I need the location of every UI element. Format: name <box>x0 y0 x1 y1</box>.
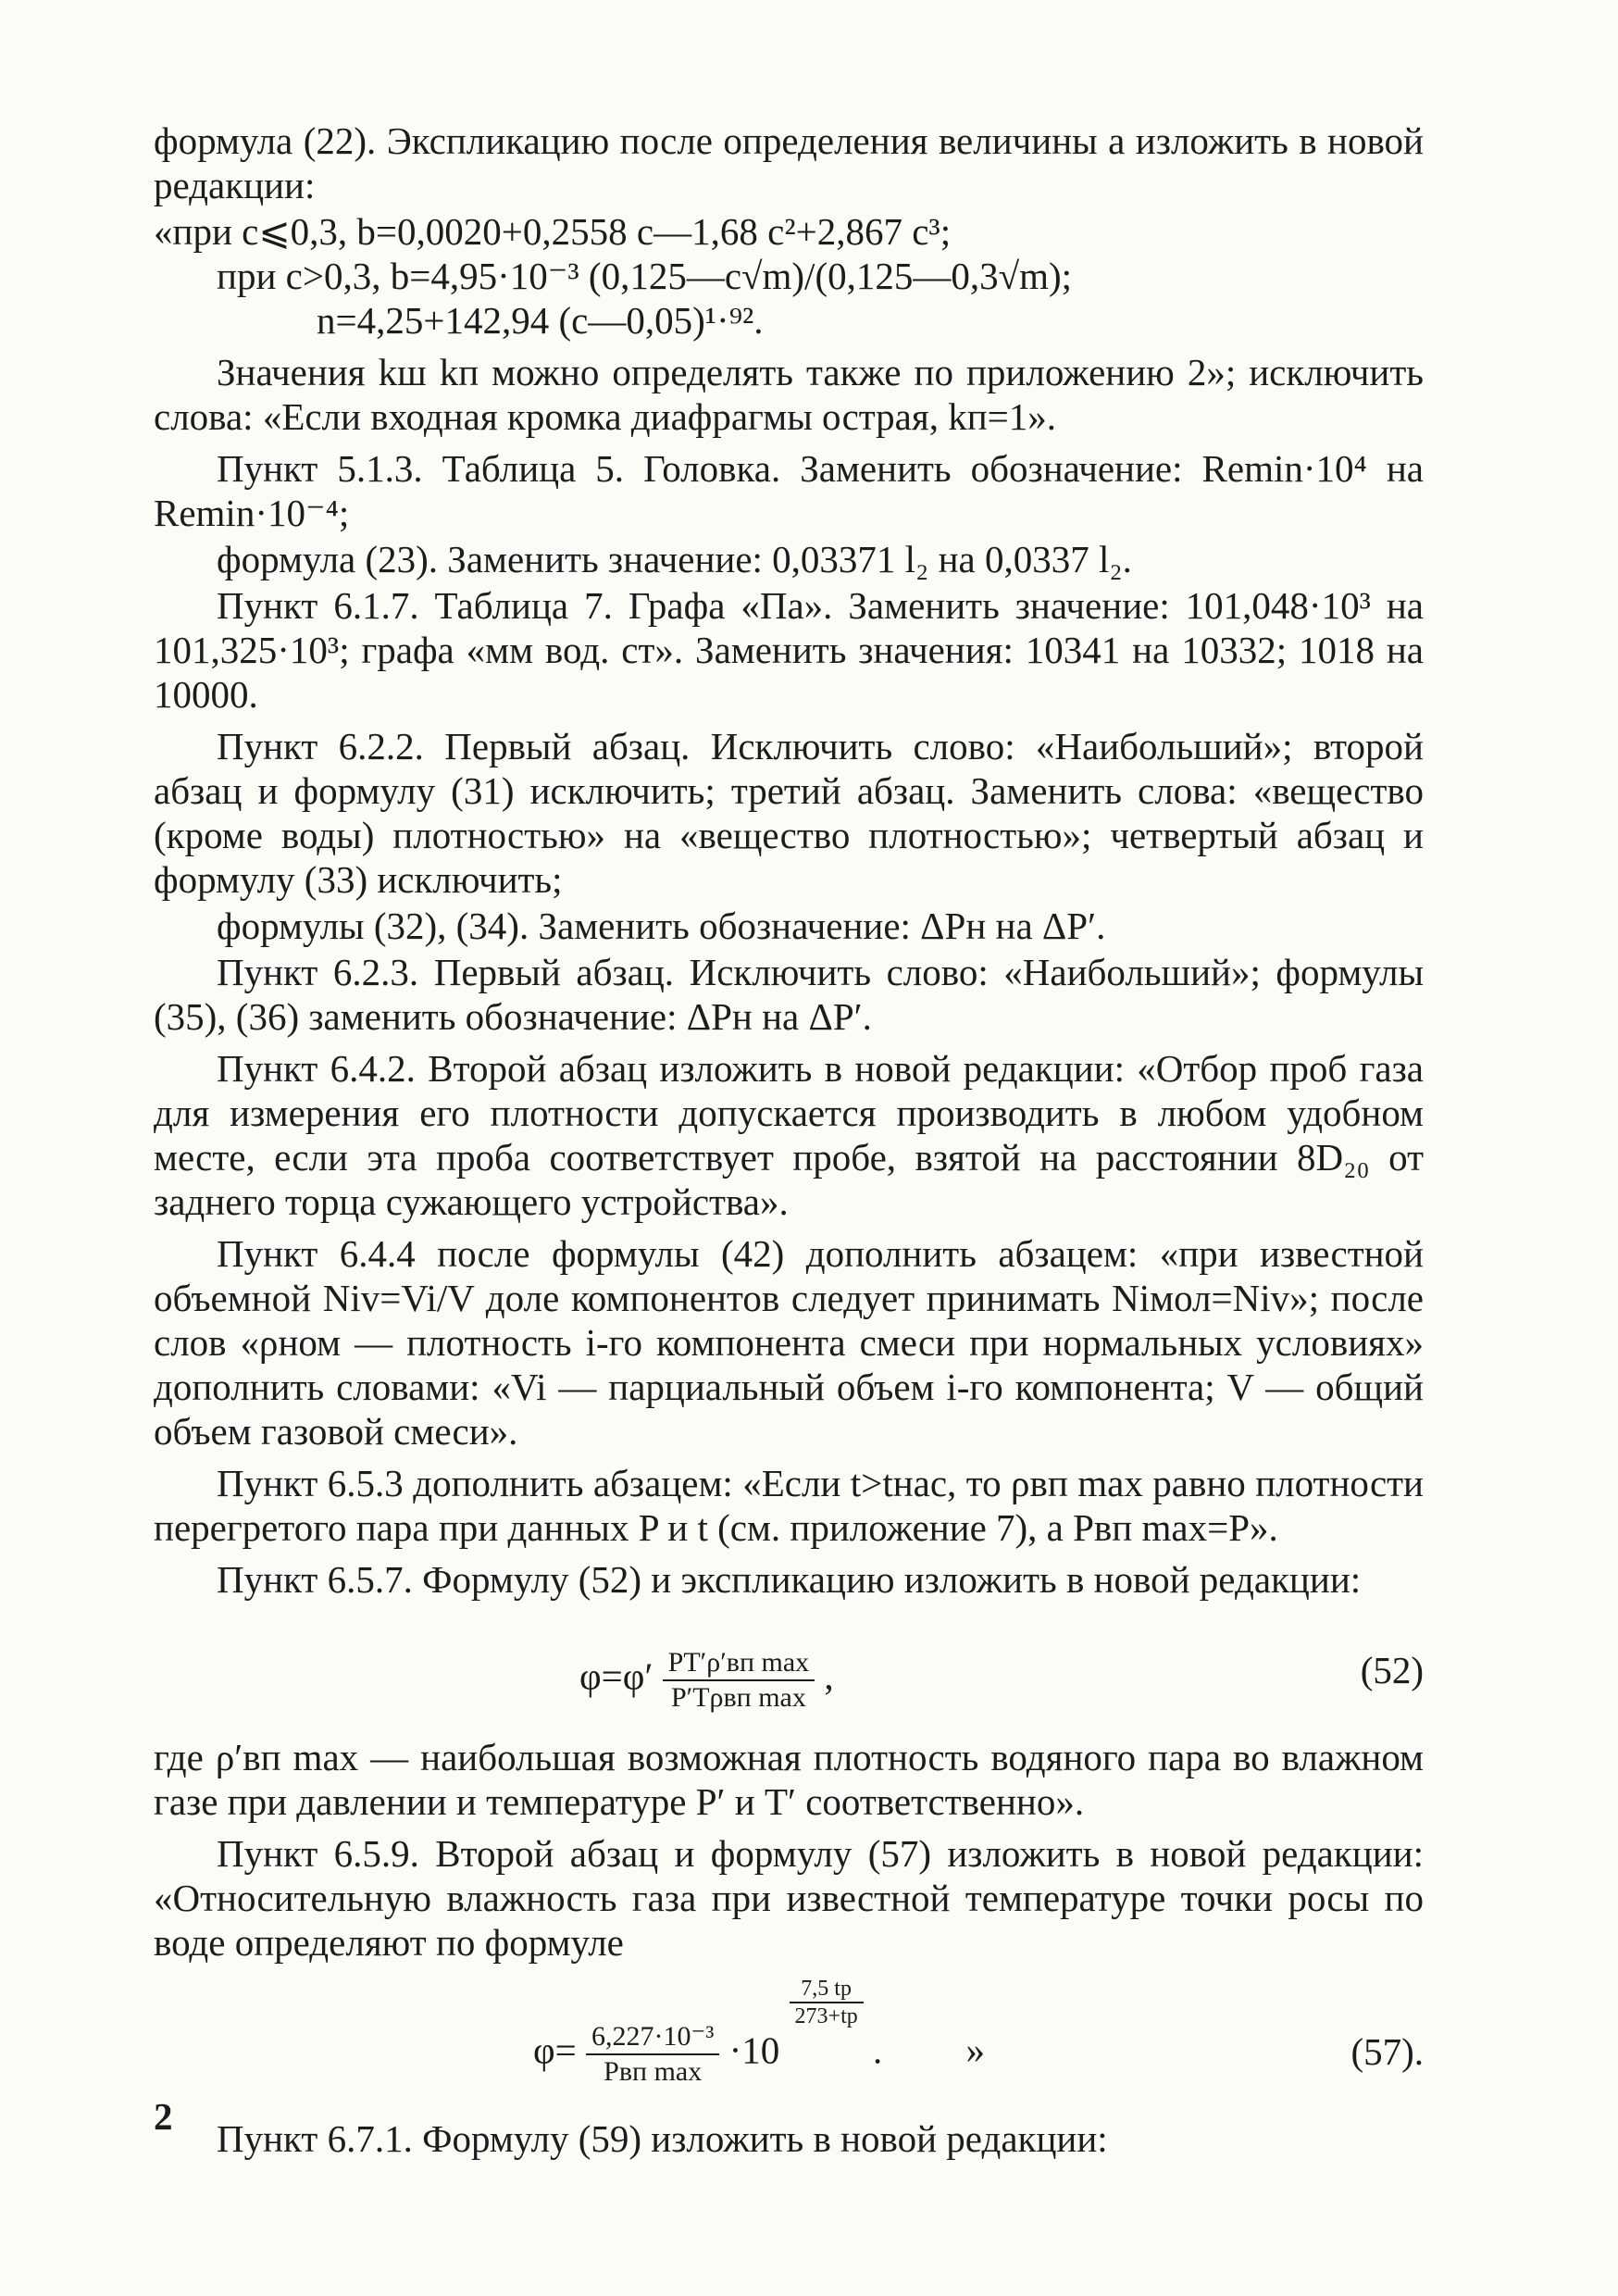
formula-line: n=4,25+142,94 (c—0,05)¹·⁹². <box>317 299 764 342</box>
equation-fraction <box>663 1646 815 1715</box>
formula-line: при c>0,3, b=4,95·10⁻³ (0,125—c√m)/(0,125—0,3√m); <box>217 255 1073 297</box>
equation-57 <box>154 1974 1424 2103</box>
text-body <box>154 119 1424 2163</box>
paragraph: формула (22). Экспликацию после определения величины a изложить в новой редакции: <box>154 119 1424 206</box>
paragraph: Пункт 6.5.9. Второй абзац и формулу (57) изложить в новой редакции: «Относительную влажность газа при известной температуре точки росы по воде определяют по формуле <box>154 1832 1424 1964</box>
equation-exponent <box>790 1976 864 2029</box>
equation-lhs: φ= <box>533 2028 577 2072</box>
paragraph: где ρ′вп max — наибольшая возможная плотность водяного пара во влажном газе при давлении и температуре P′ и T′ соответственно». <box>154 1736 1424 1823</box>
equation-lhs: φ=φ′ <box>579 1654 653 1698</box>
equation-tail: , <box>824 1654 834 1698</box>
paragraph: формула (23). Заменить значение: 0,03371 l₂ на 0,0337 l₂. <box>217 538 1132 580</box>
paragraph: Пункт 6.2.3. Первый абзац. Исключить слово: «Наибольший»; формулы (35), (36) заменить обозначение: ΔPн на ΔP′. <box>154 951 1424 1038</box>
formula-line: «при c⩽0,3, b=0,0020+0,2558 c—1,68 c²+2,867 c³; <box>154 210 952 253</box>
equation-multiplier: ·10 <box>728 2028 780 2072</box>
fraction-denominator: P′Tρвп max <box>670 1682 806 1713</box>
equation-tail: . <box>872 2028 883 2072</box>
paragraph: Пункт 6.5.3 дополнить абзацем: «Если t>tнас, то ρвп max равно плотности перегретого пара при данных P и t (см. приложение 7), а Pвп max=P». <box>154 1462 1424 1549</box>
equation-fraction <box>586 2020 719 2089</box>
fraction-numerator: PT′ρ′вп max <box>663 1646 815 1681</box>
equation-number: (57). <box>1350 2030 1424 2073</box>
paragraph: Пункт 6.4.2. Второй абзац изложить в новой редакции: «Отбор проб газа для измерения его плотности допускается производить в любом удобном месте, если эта проба соответствует пробе, взятой на расстоянии 8D₂₀ от заднего торца сужающего устройства». <box>154 1047 1424 1223</box>
paragraph: Значения kш kп можно определять также по приложению 2»; исключить слова: «Если входная кромка диафрагмы острая, kп=1». <box>154 351 1424 438</box>
paragraph: Пункт 6.7.1. Формулу (59) изложить в новой редакции: <box>217 2117 1108 2160</box>
exponent-denominator: 273+tр <box>794 2004 858 2028</box>
equation-52 <box>154 1611 1424 1722</box>
paragraph: Пункт 6.5.7. Формулу (52) и экспликацию изложить в новой редакции: <box>217 1558 1362 1601</box>
closing-quote: » <box>965 2028 985 2072</box>
paragraph: Пункт 6.4.4 после формулы (42) дополнить абзацем: «при известной объемной Niv=Vi/V доле компонентов следует принимать Niмол=Niv»; после слов «ρном — плотность i-го компонента смеси при нормальных условиях» дополнить словами: «Vi — парциальный объем i-го компонента; V — общий объем газовой смеси». <box>154 1232 1424 1453</box>
paragraph: Пункт 5.1.3. Таблица 5. Головка. Заменить обозначение: Remin·10⁴ на Remin·10⁻⁴; <box>154 447 1424 534</box>
exponent-numerator: 7,5 tр <box>790 1976 864 2003</box>
paragraph: Пункт 6.2.2. Первый абзац. Исключить слово: «Наибольший»; второй абзац и формулу (31) исключить; третий абзац. Заменить слова: «вещество (кроме воды) плотностью» на «вещество плотностью»; четвертый абзац и формулу (33) исключить; <box>154 725 1424 901</box>
fraction-numerator: 6,227·10⁻³ <box>586 2020 719 2055</box>
paragraph: формулы (32), (34). Заменить обозначение: ΔPн на ΔP′. <box>217 905 1106 947</box>
paragraph: Пункт 6.1.7. Таблица 7. Графа «Па». Заменить значение: 101,048·10³ на 101,325·10³; графа «мм вод. ст». Заменить значения: 10341 на 10332; 1018 на 10000. <box>154 584 1424 716</box>
equation-number: (52) <box>1360 1649 1424 1691</box>
fraction-denominator: Pвп max <box>604 2056 703 2087</box>
page-number: 2 <box>154 2095 173 2138</box>
